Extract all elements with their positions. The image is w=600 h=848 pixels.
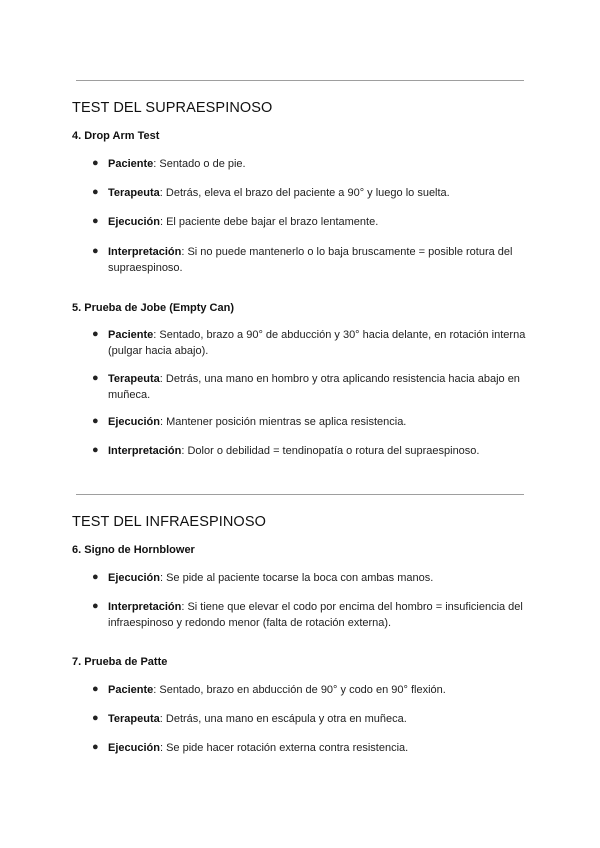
bullet-icon: ● bbox=[92, 245, 99, 257]
list-item bbox=[92, 414, 532, 430]
item-text: : Si no puede mantenerlo o lo baja bruscamente = posible rotura del supraespinoso. bbox=[108, 246, 513, 274]
list-item bbox=[92, 443, 532, 459]
list-item bbox=[92, 570, 532, 586]
bullet-icon: ● bbox=[92, 328, 99, 340]
bullet-icon: ● bbox=[92, 157, 99, 169]
section-title-supraespinoso: TEST DEL SUPRAESPINOSO bbox=[72, 100, 273, 116]
item-term: Interpretación bbox=[108, 246, 182, 258]
item-text: : El paciente debe bajar el brazo lentamente. bbox=[159, 216, 379, 228]
bullet-icon: ● bbox=[92, 600, 99, 612]
item-text: : Sentado o de pie. bbox=[153, 158, 246, 170]
item-term: Interpretación bbox=[108, 601, 182, 613]
bullet-icon: ● bbox=[92, 372, 99, 384]
item-text: : Detrás, una mano en escápula y otra en muñeca. bbox=[159, 713, 407, 725]
item-term: Terapeuta bbox=[108, 713, 160, 725]
item-text: : Mantener posición mientras se aplica resistencia. bbox=[159, 416, 407, 428]
test-title-hornblower: 6. Signo de Hornblower bbox=[72, 544, 195, 556]
item-term: Ejecución bbox=[108, 216, 160, 228]
list-item bbox=[92, 599, 532, 631]
bullet-icon: ● bbox=[92, 415, 99, 427]
list-item bbox=[92, 244, 532, 276]
section-title-infraespinoso: TEST DEL INFRAESPINOSO bbox=[72, 514, 266, 530]
list-item bbox=[92, 371, 532, 403]
item-term: Ejecución bbox=[108, 742, 160, 754]
test-title-patte: 7. Prueba de Patte bbox=[72, 656, 168, 668]
list-item bbox=[92, 327, 532, 359]
item-term: Paciente bbox=[108, 329, 154, 341]
list-item bbox=[92, 156, 532, 172]
item-text: : Sentado, brazo en abducción de 90° y codo en 90° flexión. bbox=[153, 684, 446, 696]
item-term: Paciente bbox=[108, 158, 154, 170]
bullet-icon: ● bbox=[92, 683, 99, 695]
item-text: : Dolor o debilidad = tendinopatía o rotura del supraespinoso. bbox=[181, 445, 480, 457]
item-term: Ejecución bbox=[108, 572, 160, 584]
bullet-icon: ● bbox=[92, 215, 99, 227]
bullet-icon: ● bbox=[92, 741, 99, 753]
item-text: : Detrás, una mano en hombro y otra aplicando resistencia hacia abajo en muñeca. bbox=[108, 373, 520, 401]
list-item bbox=[92, 740, 532, 756]
item-text: : Si tiene que elevar el codo por encima del hombro = insuficiencia del infraespinoso y redondo menor (falta de rotación externa). bbox=[108, 601, 523, 629]
list-item bbox=[92, 214, 532, 230]
test-title-jobe: 5. Prueba de Jobe (Empty Can) bbox=[72, 302, 234, 314]
test-title-drop-arm: 4. Drop Arm Test bbox=[72, 130, 160, 142]
section-divider bbox=[76, 494, 524, 495]
item-term: Ejecución bbox=[108, 416, 160, 428]
item-text: : Se pide hacer rotación externa contra resistencia. bbox=[159, 742, 409, 754]
list-item bbox=[92, 682, 532, 698]
item-text: : Se pide al paciente tocarse la boca con ambas manos. bbox=[159, 572, 434, 584]
item-text: : Detrás, eleva el brazo del paciente a 90° y luego lo suelta. bbox=[159, 187, 450, 199]
bullet-icon: ● bbox=[92, 571, 99, 583]
section-divider bbox=[76, 80, 524, 81]
bullet-icon: ● bbox=[92, 186, 99, 198]
list-item bbox=[92, 711, 532, 727]
item-term: Terapeuta bbox=[108, 187, 160, 199]
bullet-icon: ● bbox=[92, 444, 99, 456]
item-term: Interpretación bbox=[108, 445, 182, 457]
list-item bbox=[92, 185, 532, 201]
item-text: : Sentado, brazo a 90° de abducción y 30° hacia delante, en rotación interna (pulgar hacia abajo). bbox=[108, 329, 526, 357]
item-term: Terapeuta bbox=[108, 373, 160, 385]
item-term: Paciente bbox=[108, 684, 154, 696]
bullet-icon: ● bbox=[92, 712, 99, 724]
